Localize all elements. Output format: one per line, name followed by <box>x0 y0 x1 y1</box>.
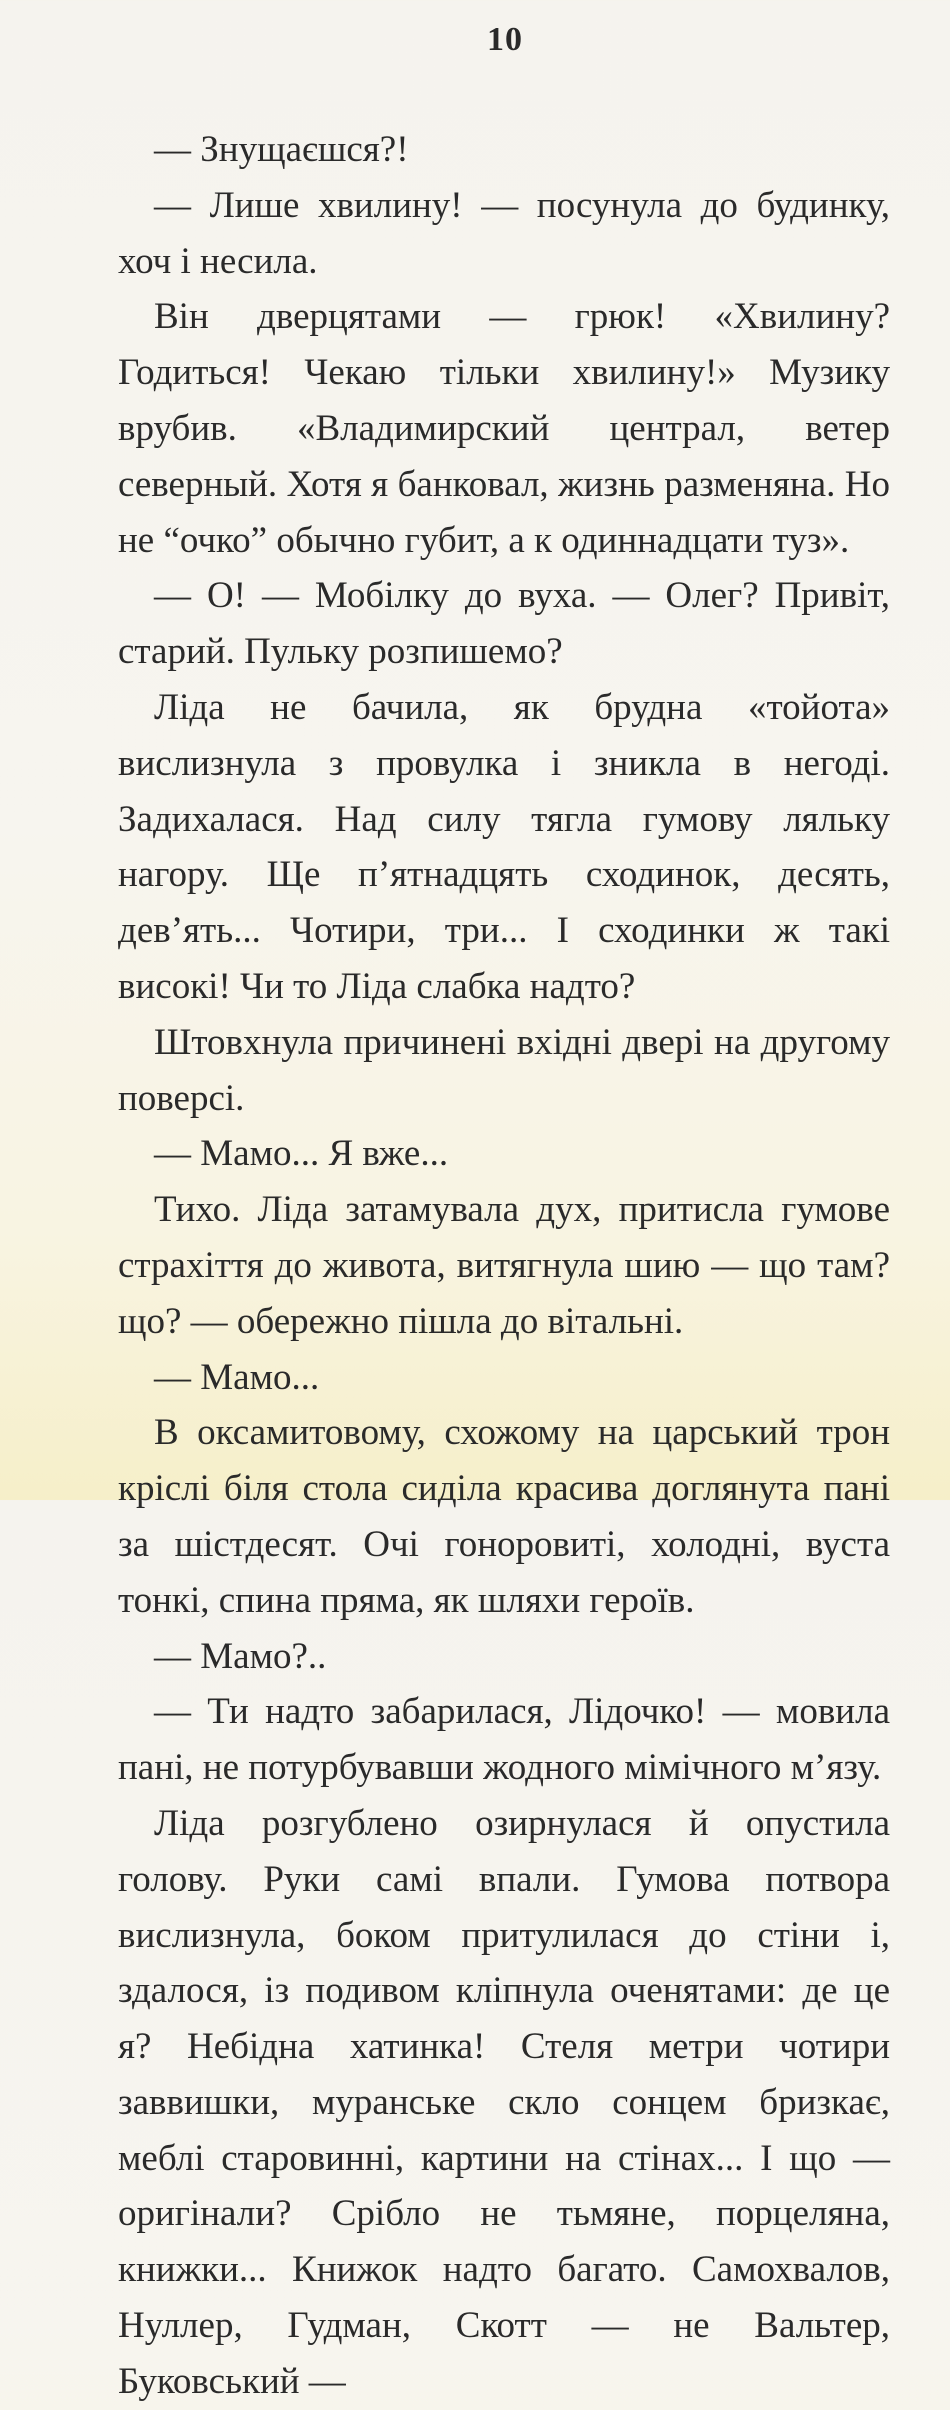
paragraph: Він дверцятами — грюк! «Хвилину? Годиться! Чекаю тільки хвилину!» Музику врубив. «Владимирский централ, ветер северный. Хотя я банковал, жизнь разменяна. Но не “очко” обычно губит, а к одиннадцати туз». <box>118 296 890 561</box>
body-text <box>118 122 890 2410</box>
paragraph: Штовхнула причинені вхідні двері на другому поверсі. <box>118 1021 890 1119</box>
paragraph: Ліда не бачила, як брудна «тойота» вислизнула з провулка і зникла в негоді. Задихалася. Над силу тягла гумову ляльку нагору. Ще п’ятнадцять сходинок, десять, дев’ять... Чотири, три... І сходинки ж такі високі! Чи то Ліда слабка надто? <box>118 686 890 1007</box>
paragraph: В оксамитовому, схожому на царський трон кріслі біля стола сиділа красива доглянута пані за шістдесят. Очі гоноровиті, холодні, вуста тонкі, спина пряма, як шляхи героїв. <box>118 1412 890 1621</box>
paragraph: — Мамо... <box>154 1356 320 1398</box>
paragraph: — Знущаєшся?! <box>154 129 409 170</box>
page-number: 10 <box>487 21 523 58</box>
paragraph: Ліда розгублено озирнулася й опустила голову. Руки самі впали. Гумова потвора вислизнула, боком притулилася до стіни і, здалося, із подивом кліпнула оченятами: де це я? Небідна хатинка! Стеля метри чотири заввишки, муранське скло сонцем бризкає, меблі старовинні, картини на стінах... І що — оригінали? Срібло не тьмяне, порцеляна, книжки... Книжок надто багато. Самохвалов, Нуллер, Гудман, Скотт — не Вальтер, Буковський — <box>118 1802 890 2402</box>
paragraph: — Ти надто забарилася, Лідочко! — мовила пані, не потурбувавши жодного мімічного м’язу. <box>118 1691 890 1789</box>
paragraph: — Лише хвилину! — посунула до будинку, хоч і несила. <box>118 184 890 282</box>
paragraph: — О! — Мобілку до вуха. — Олег? Привіт, старий. Пульку розпишемо? <box>118 575 890 673</box>
paragraph: — Мамо?.. <box>154 1635 327 1677</box>
paragraph: — Мамо... Я вже... <box>154 1133 449 1175</box>
paragraph: Тихо. Ліда затамувала дух, притисла гумове страхіття до живота, витягнула шию — що там? що? — обережно пішла до вітальні. <box>118 1189 890 1342</box>
